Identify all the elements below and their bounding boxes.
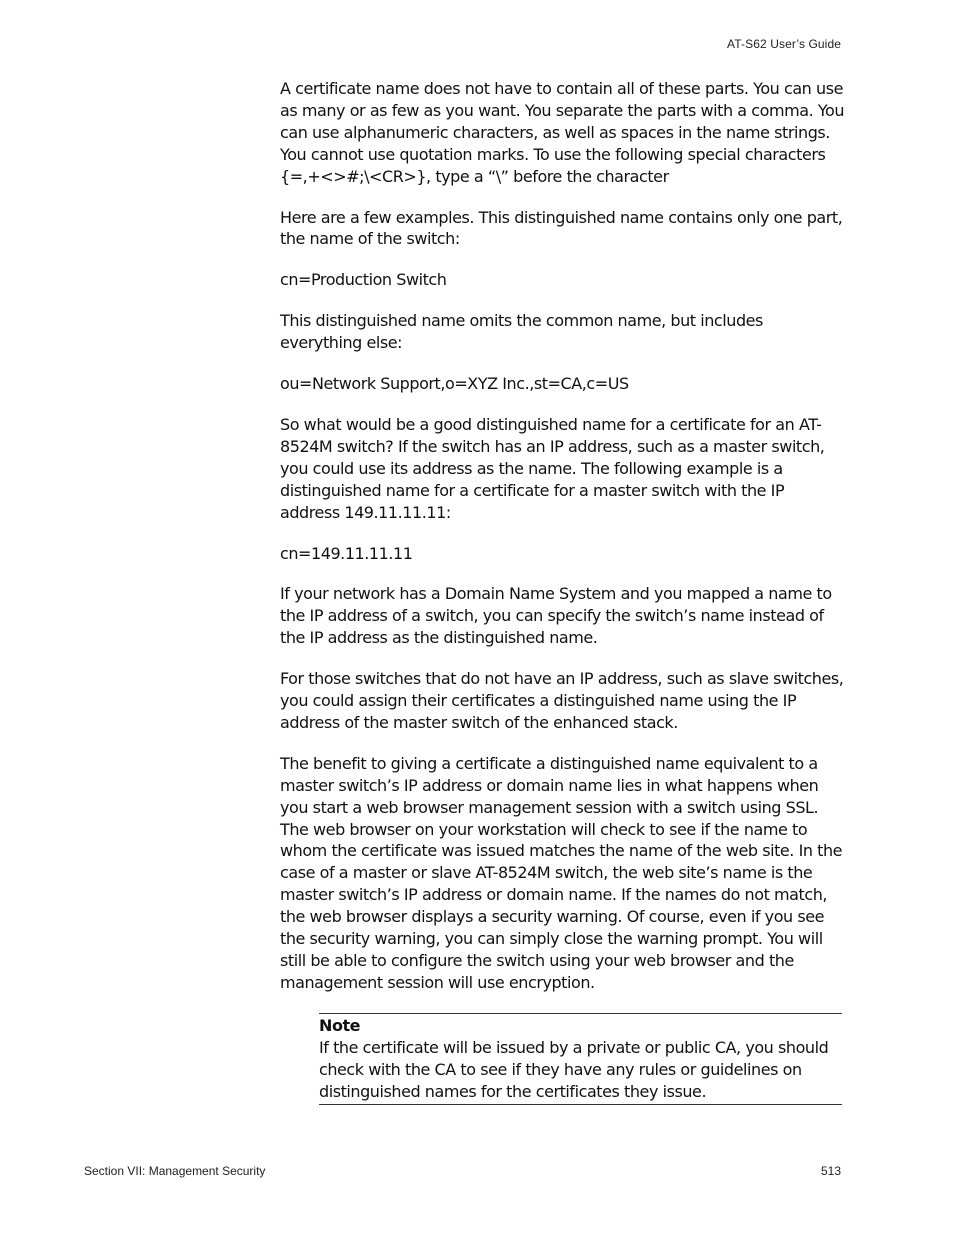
paragraph-omits-common-name: This distinguished name omits the common name, but includes everything else: bbox=[280, 311, 763, 353]
example-production-switch: cn=Production Switch bbox=[280, 270, 447, 290]
paragraph-slave-switches: For those switches that do not have an IP address, such as slave switches, you could assign their certificates a distinguished name using the IP address of the master switch of the enhanced stack. bbox=[280, 669, 844, 732]
paragraph-domain-name-system: If your network has a Domain Name System and you mapped a name to the IP address of a switch, you can specify the switch’s name instead of the IP address as the distinguished name. bbox=[280, 584, 832, 648]
footer-section-title: Section VII: Management Security bbox=[84, 1164, 266, 1178]
note-heading: Note bbox=[319, 1015, 361, 1035]
note-text: If the certificate will be issued by a private or public CA, you should check with the CA to see if they have any rules or guidelines on distinguished names for the certificates they issue. bbox=[319, 1037, 829, 1101]
paragraph-certificate-name-parts: A certificate name does not have to contain all of these parts. You can use as many or as few as you want. You separate the parts with a comma. You can use alphanumeric characters, as well as spaces in the name strings. You cannot use quotation marks. To use the following special characters {=,+<>#;\<CR>}, type a “\” before the character bbox=[280, 79, 845, 186]
paragraph-examples-intro: Here are a few examples. This distinguished name contains only one part, the name of the switch: bbox=[280, 207, 843, 249]
paragraph-good-distinguished-name: So what would be a good distinguished name for a certificate for an AT-8524M switch? If the switch has an IP address, such as a master switch, you could use its address as the name. The following example is a distinguished name for a certificate for a master switch with the IP address 149.11.11.11: bbox=[280, 414, 825, 522]
example-ip-address: cn=149.11.11.11 bbox=[280, 543, 413, 563]
running-header-guide-title: AT-S62 User’s Guide bbox=[727, 37, 841, 51]
paragraph-benefit: The benefit to giving a certificate a distinguished name equivalent to a master switch’s IP address or domain name lies in what happens when you start a web browser management session with a switch using SSL. The web browser on your workstation will check to see if the name to whom the certificate was issued matches the name of the web site. In the case of a master or slave AT-8524M switch, the web site’s name is the master switch’s IP address or domain name. If the names do not match, the web browser displays a security warning. Of course, even if you see the security warning, you can simply close the warning prompt. You will still be able to configure the switch using your web browser and the management session will use encryption. bbox=[280, 753, 843, 992]
example-network-support: ou=Network Support,o=XYZ Inc.,st=CA,c=US bbox=[280, 374, 629, 394]
body-text bbox=[280, 78, 845, 1105]
note-box bbox=[319, 1013, 842, 1106]
footer-page-number: 513 bbox=[820, 1164, 841, 1178]
